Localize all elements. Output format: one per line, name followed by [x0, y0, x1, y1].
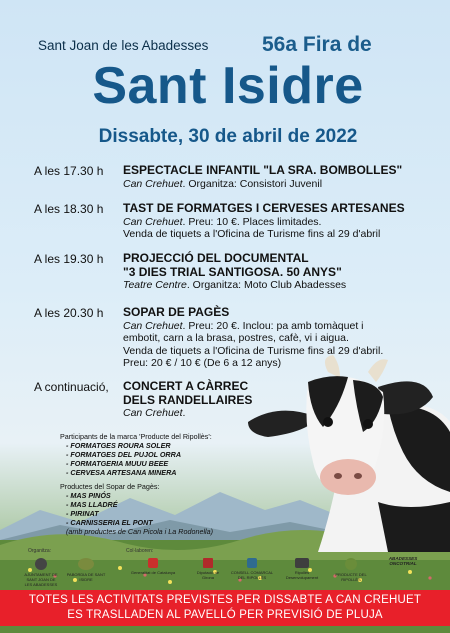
event-title: SOPAR DE PAGÈS [123, 305, 230, 319]
event-detail: Venda de tiquets a l'Oficina de Turisme fins al 29 d'abril. [123, 344, 384, 357]
banner-line: TOTES LES ACTIVITATS PREVISTES PER DISSABTE A CAN CREHUET [28, 594, 422, 606]
logo-ajuntament: AJUNTAMENT DE SANT JOAN DE LES ABADESSES [24, 558, 58, 587]
list-item: - FORMATGES DEL PUJOL ORRA [66, 450, 182, 459]
event-title: ESPECTACLE INFANTIL "LA SRA. BOMBOLLES" [123, 163, 403, 177]
consell-icon [247, 558, 257, 568]
list-item: - FORMATGERIA MUUU BEEE [66, 459, 169, 468]
event-venue: Can Crehuet [123, 407, 183, 419]
coat-of-arms-icon [35, 558, 47, 570]
event-venue: Teatre Centre [123, 279, 187, 291]
event-venue: Can Crehuet [123, 177, 183, 190]
diputacio-icon [203, 558, 213, 568]
producte-icon [345, 558, 357, 570]
event-time: A les 17.30 h [34, 164, 104, 178]
event-body [123, 202, 423, 241]
edition-title: 56a Fira de [262, 33, 372, 56]
participants-list [60, 432, 212, 477]
event-title: CONCERT A CÀRREC [123, 379, 249, 393]
list-item: - MAS PINÓS [66, 491, 111, 500]
event-title: TAST DE FORMATGES I CERVESES ARTESANES [123, 201, 405, 215]
event-detail: Preu: 20 € / 10 € (De 6 a 12 anys) [123, 357, 282, 369]
event-detail: Can Crehuet. Preu: 10 €. Places limitades. [123, 215, 322, 228]
logo-pabordia: PABORDIA DE SANT ISIDRE [64, 558, 108, 582]
event-time: A les 18.30 h [34, 202, 104, 216]
pabordia-icon [78, 558, 94, 570]
event-detail: Teatre Centre. Organitza: Moto Club Abadesses [123, 279, 347, 291]
subtitle: Sant Joan de les Abadesses [38, 38, 209, 53]
logo-consell: CONSELL COMARCAL DEL RIPOLLÈS [230, 558, 274, 580]
sopar-products-footnote: (amb productes de Can Picola i La Rodonella) [66, 527, 214, 536]
event-date: Dissabte, 30 de abril de 2022 [98, 126, 358, 147]
logo-diputacio: Diputació de Girona [192, 558, 224, 580]
event-venue: Can Crehuet [123, 215, 183, 228]
organitza-label: Organitza: [28, 548, 52, 554]
main-title: Sant Isidre [92, 57, 364, 115]
event-detail: Can Crehuet. Preu: 20 €. Inclou: pa amb tomàquet i [123, 319, 364, 332]
logo-generalitat: Generalitat de Catalunya [124, 558, 182, 575]
sopar-products-list [60, 482, 213, 536]
generalitat-icon [148, 558, 158, 568]
event-time: A les 19.30 h [34, 252, 104, 266]
list-item: - MAS LLADRÉ [66, 500, 118, 509]
collaboren-label: Col·laboren: [126, 548, 154, 554]
rain-notice-banner [0, 590, 450, 626]
event-detail: Venda de tiquets a l'Oficina de Turisme fins al 29 d'abril [123, 228, 381, 240]
banner-line: ES TRASLLADEN AL PAVELLÓ PER PREVISIÓ DE PLUJA [67, 609, 383, 621]
event-body [123, 164, 423, 190]
list-item: - FORMATGES ROURA SOLER [66, 441, 171, 450]
event-time: A continuació, [34, 380, 109, 394]
event-body [123, 252, 423, 292]
logo-abadesses: ABADESSES ONCOTRIAL [388, 556, 418, 566]
event-detail: embotit, carn a la brasa, postres, cafè, vi i aigua. [123, 332, 349, 344]
event-body [123, 306, 423, 370]
participants-heading: Participants de la marca 'Producte del Ripollès': [60, 432, 212, 441]
list-item: - CERVESA ARTESANA MINERA [66, 468, 177, 477]
event-venue: Can Crehuet [123, 319, 183, 332]
logo-ripolles: Ripollès Desenvolupament [280, 558, 324, 580]
event-time: A les 20.30 h [34, 306, 104, 320]
sopar-products-heading: Productes del Sopar de Pagès: [60, 482, 160, 491]
logo-producte: PRODUCTE DEL RIPOLLÈS [334, 558, 368, 582]
event-title: DELS RANDELLAIRES [123, 392, 253, 407]
list-item: - PIRINAT [66, 509, 99, 518]
event-detail: Can Crehuet. Organitza: Consistori Juvenil [123, 177, 323, 190]
event-title: PROJECCIÓ DEL DOCUMENTAL [123, 251, 309, 265]
ripolles-icon [295, 558, 309, 568]
list-item: - CARNISSERIA EL PONT [66, 518, 153, 527]
event-title: "3 DIES TRIAL SANTIGOSA. 50 ANYS" [123, 264, 342, 279]
event-detail: Can Crehuet. [123, 407, 186, 419]
event-body [123, 380, 423, 420]
sponsor-logos [24, 548, 434, 590]
